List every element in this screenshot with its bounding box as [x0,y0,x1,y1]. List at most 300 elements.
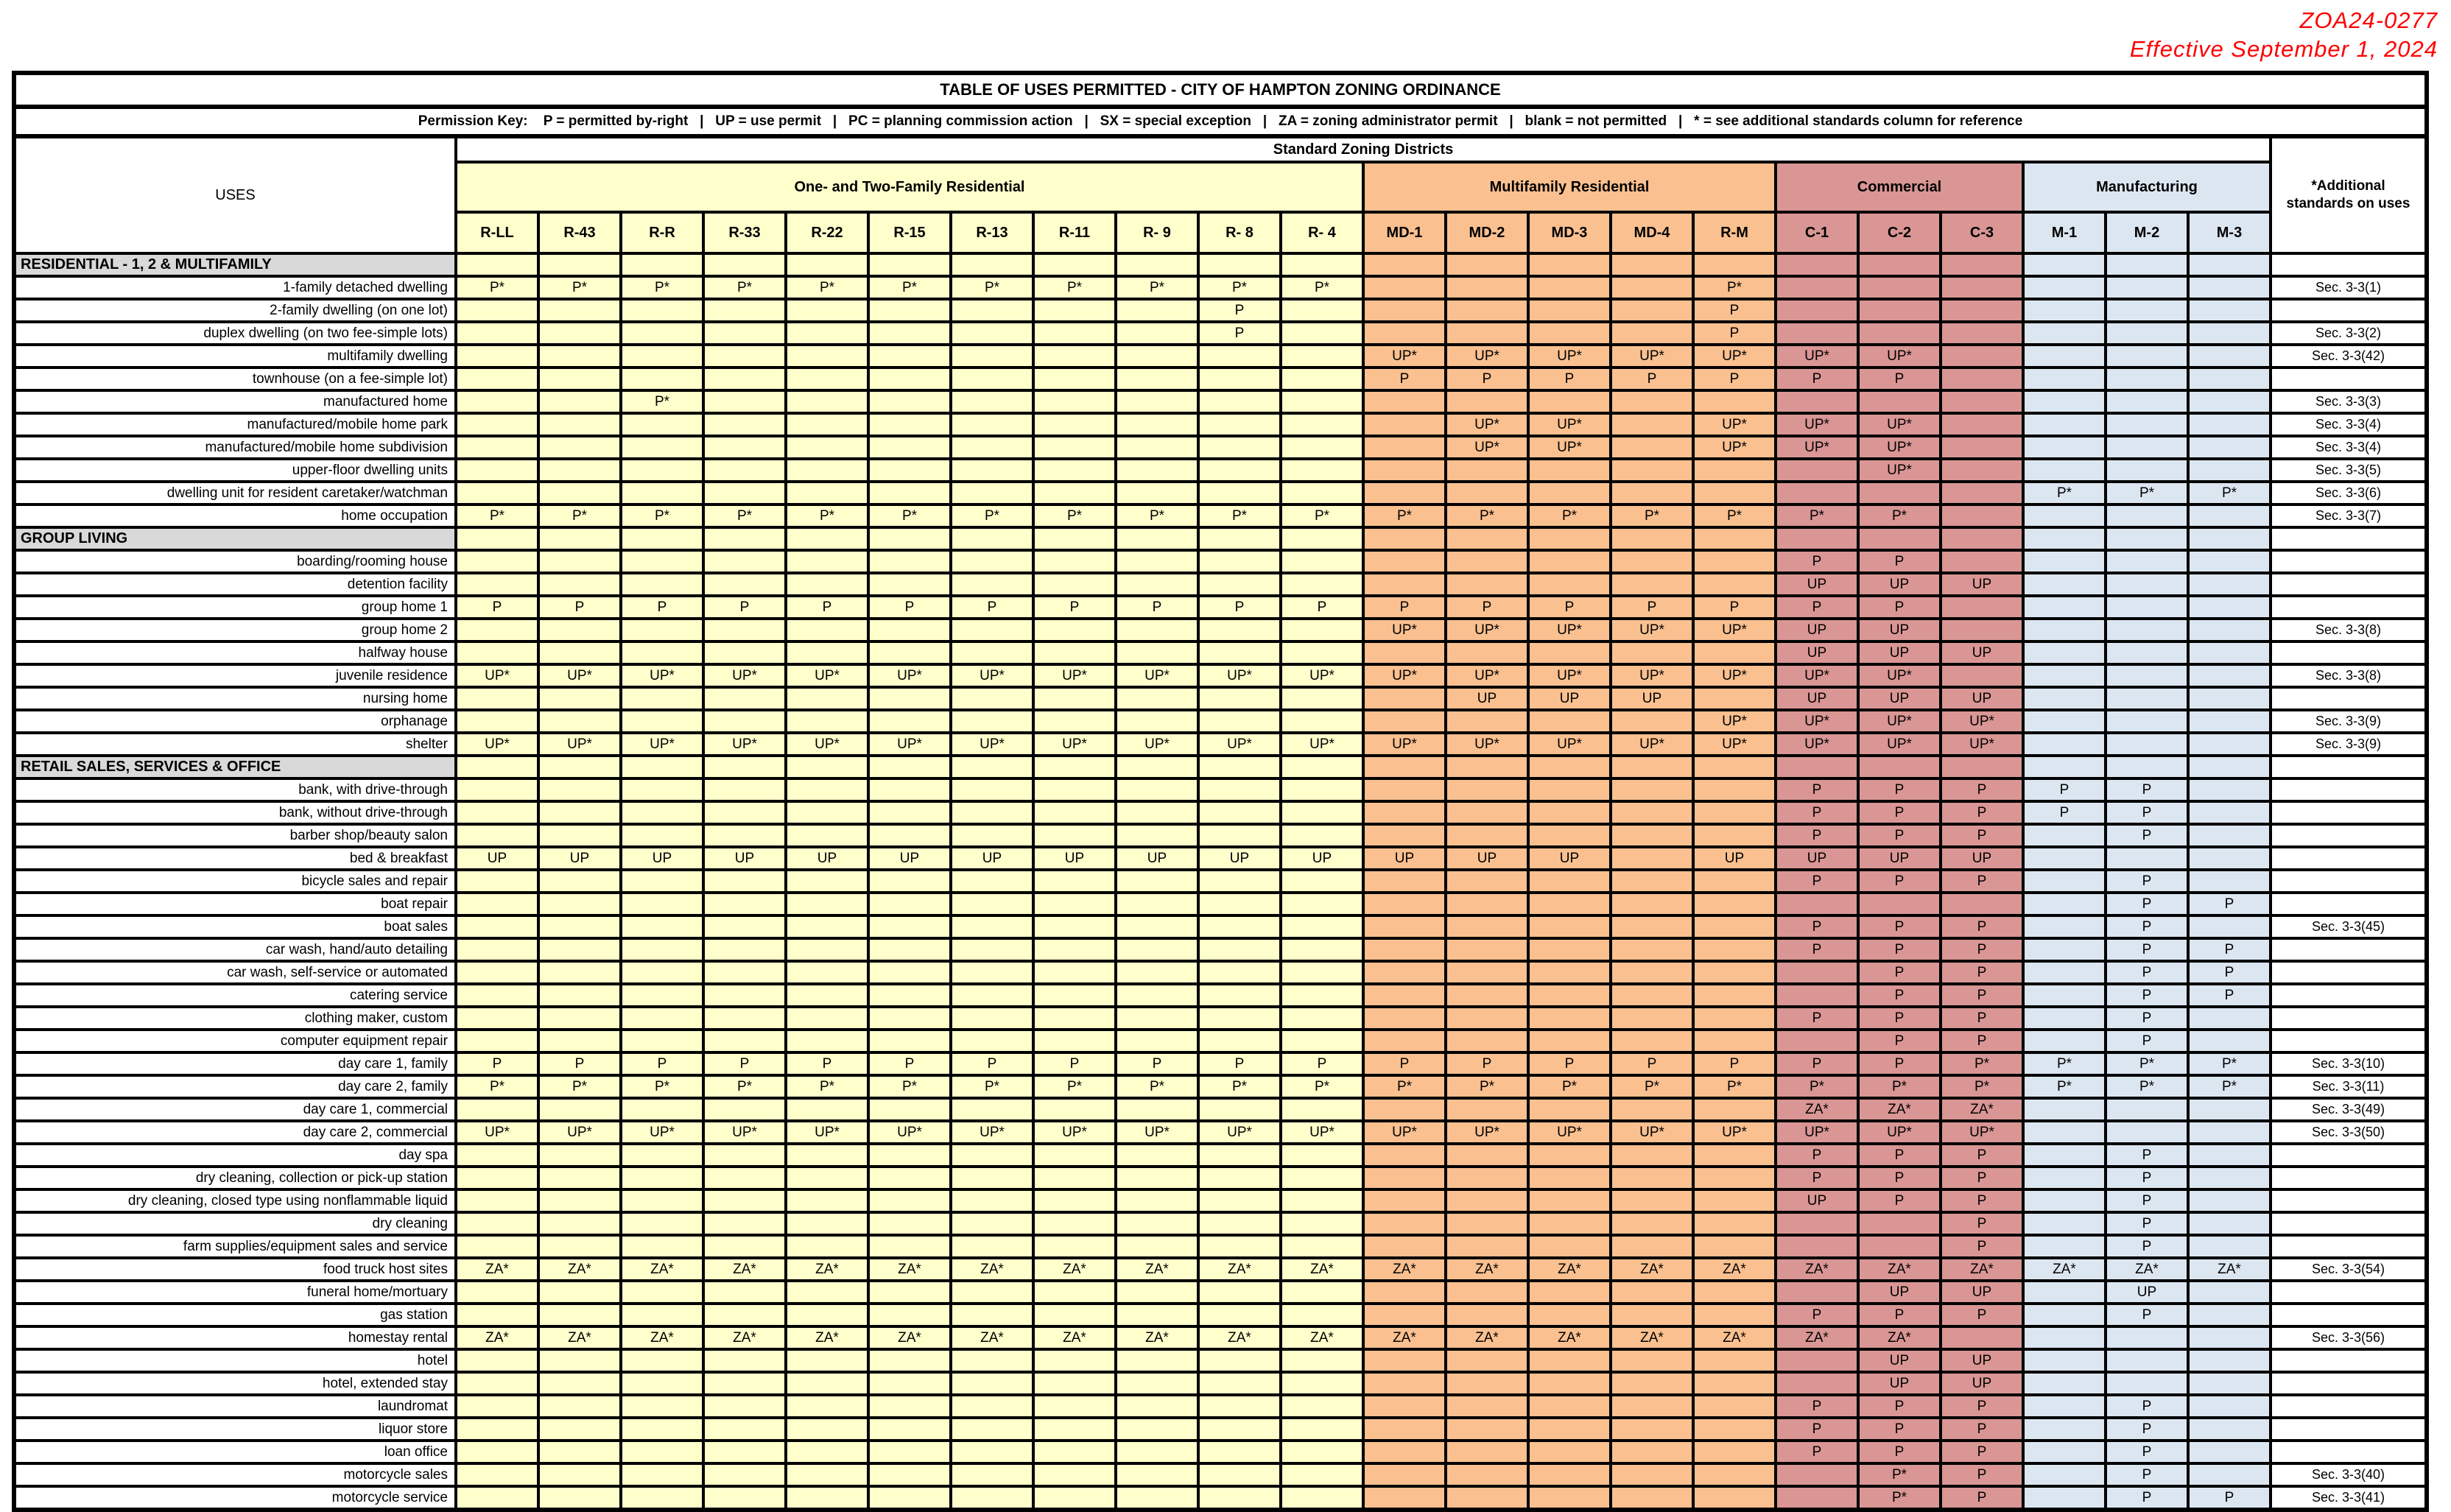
permission-value-cell [621,1189,703,1212]
permission-value-cell [2023,550,2106,573]
permission-value-cell [868,1030,951,1052]
use-row [14,1167,2427,1189]
permission-value-cell [1693,1304,1776,1326]
use-row [14,847,2427,870]
permission-value-cell: ZA* [1198,1258,1281,1281]
permission-value-cell [456,482,538,504]
permission-value-cell [1363,1007,1446,1030]
use-row [14,778,2427,801]
permission-value-cell: P [1446,368,1528,390]
permission-value-cell [703,870,786,893]
permission-value-cell [1528,1098,1611,1121]
permission-value-cell [951,573,1033,596]
permission-value-cell: UP [1528,687,1611,710]
permission-value-cell [1446,390,1528,413]
permission-value-cell: P [1941,1441,2023,1463]
permission-value-cell [1033,1235,1116,1258]
permission-value-cell [538,1144,621,1167]
permission-value-cell [951,390,1033,413]
permission-value-cell: P [786,1052,868,1075]
permission-value-cell [786,573,868,596]
use-row [14,664,2427,687]
permission-value-cell [538,413,621,436]
permission-value-cell [1363,824,1446,847]
permission-value-cell [2188,1304,2271,1326]
additional-standards-cell: Sec. 3-3(9) [2271,733,2427,756]
permission-value-cell [1858,893,1941,915]
permission-value-cell: P* [1033,276,1116,299]
permission-value-cell [1941,482,2023,504]
permission-value-cell [538,1189,621,1212]
additional-standards-cell [2271,778,2427,801]
permission-value-cell [703,1144,786,1167]
permission-value-cell [2188,1212,2271,1235]
permission-value-cell: P [621,1052,703,1075]
additional-standards-cell [2271,1144,2427,1167]
section-divider-cell [1858,527,1941,550]
additional-standards-cell [2271,1372,2427,1395]
use-row [14,299,2427,322]
section-divider-cell [1528,253,1611,276]
permission-value-cell: P* [1116,1075,1198,1098]
use-row [14,984,2427,1007]
permission-value-cell [621,573,703,596]
permission-value-cell [1033,938,1116,961]
permission-value-cell: P [621,596,703,619]
section-divider-cell [2188,527,2271,550]
use-name-cell: farm supplies/equipment sales and service [14,1235,456,1258]
permission-value-cell: P [2106,938,2188,961]
permission-value-cell [703,1441,786,1463]
permission-value-cell: UP* [1693,1121,1776,1144]
permission-value-cell: P [2106,824,2188,847]
permission-value-cell [621,619,703,641]
permission-value-cell [2023,1281,2106,1304]
permission-value-cell [2023,276,2106,299]
permission-value-cell [2188,710,2271,733]
permission-value-cell [703,1372,786,1395]
permission-value-cell [786,1372,868,1395]
use-row [14,801,2427,824]
use-row [14,1098,2427,1121]
permission-value-cell [1611,1395,1693,1418]
permission-value-cell: P* [951,1075,1033,1098]
section-divider-cell [1116,756,1198,778]
permission-value-cell [951,299,1033,322]
permission-value-cell: P [2106,1463,2188,1486]
permission-value-cell: P* [538,1075,621,1098]
use-name-cell: homestay rental [14,1326,456,1349]
permission-value-cell: P* [703,504,786,527]
permission-value-cell [2106,345,2188,368]
permission-value-cell: UP [1198,847,1281,870]
permission-value-cell: UP* [1528,436,1611,459]
permission-value-cell: P [1941,1167,2023,1189]
permission-value-cell [703,368,786,390]
permission-value-cell [1693,1349,1776,1372]
permission-value-cell [621,778,703,801]
permission-value-cell [2188,824,2271,847]
permission-value-cell [1611,1189,1693,1212]
additional-standards-cell [2271,573,2427,596]
permission-value-cell [1198,778,1281,801]
permission-value-cell [1116,870,1198,893]
additional-standards-cell [2271,1235,2427,1258]
permission-value-cell: UP* [1528,345,1611,368]
permission-value-cell: P [1858,1052,1941,1075]
permission-value-cell [1198,1372,1281,1395]
permission-value-cell [1198,641,1281,664]
section-divider-cell [951,253,1033,276]
permission-value-cell [1693,1098,1776,1121]
permission-value-cell [456,1007,538,1030]
permission-value-cell [1033,893,1116,915]
permission-value-cell [621,870,703,893]
permission-value-cell: UP* [1528,619,1611,641]
permission-value-cell: P* [456,504,538,527]
permission-value-cell: P [1941,984,2023,1007]
permission-value-cell [1281,482,1363,504]
permission-value-cell [1446,961,1528,984]
use-name-cell: funeral home/mortuary [14,1281,456,1304]
permission-value-cell [868,1144,951,1167]
permission-value-cell [621,1418,703,1441]
permission-value-cell: P* [1446,1075,1528,1098]
permission-value-cell: P* [1693,504,1776,527]
permission-value-cell [1611,893,1693,915]
additional-standards-cell: Sec. 3-3(50) [2271,1121,2427,1144]
permission-value-cell: UP* [703,733,786,756]
permission-value-cell [868,1212,951,1235]
permission-value-cell: UP [868,847,951,870]
permission-value-cell [621,1463,703,1486]
use-row [14,1007,2427,1030]
permission-value-cell [2188,322,2271,345]
permission-value-cell [1776,961,1858,984]
permission-value-cell [1941,619,2023,641]
permission-value-cell: ZA* [1281,1326,1363,1349]
permission-value-cell [1446,1189,1528,1212]
permission-value-cell [2106,368,2188,390]
permission-value-cell: ZA* [1611,1258,1693,1281]
permission-value-cell: UP* [621,664,703,687]
permission-value-cell: P [1941,1144,2023,1167]
section-divider-cell [456,756,538,778]
additional-standards-cell [2271,893,2427,915]
permission-value-cell: P [538,596,621,619]
permission-value-cell: UP* [1858,436,1941,459]
permission-value-cell [1446,1372,1528,1395]
permission-value-cell [1446,710,1528,733]
permission-value-cell [2188,687,2271,710]
permission-value-cell [1033,482,1116,504]
permission-value-cell [538,1281,621,1304]
use-row [14,368,2427,390]
permission-value-cell: UP* [786,664,868,687]
permission-value-cell: UP* [1528,413,1611,436]
permission-value-cell [456,1304,538,1326]
permission-value-cell: P [1611,596,1693,619]
permission-value-cell [2023,504,2106,527]
page-title: TABLE OF USES PERMITTED - CITY OF HAMPTON ZONING ORDINANCE [14,73,2427,107]
permission-value-cell: P [1858,1167,1941,1189]
permission-value-cell: P [1693,368,1776,390]
permission-value-cell: UP [703,847,786,870]
permission-value-cell: UP* [1446,345,1528,368]
permission-value-cell [2188,915,2271,938]
permission-value-cell [1776,1030,1858,1052]
permission-value-cell: P [1941,961,2023,984]
permission-value-cell [1528,1486,1611,1510]
permission-value-cell [1198,1395,1281,1418]
use-row [14,390,2427,413]
permission-value-cell: P [1528,596,1611,619]
permission-value-cell [786,915,868,938]
permission-value-cell: P [2106,984,2188,1007]
section-divider-cell [2106,527,2188,550]
permission-value-cell [2023,870,2106,893]
permission-value-cell: UP* [1611,1121,1693,1144]
permission-value-cell [456,687,538,710]
permission-value-cell: UP [1858,1372,1941,1395]
use-name-cell: car wash, self-service or automated [14,961,456,984]
permission-value-cell: P [1446,596,1528,619]
permission-value-cell: P [1941,1030,2023,1052]
permission-value-cell [1116,1395,1198,1418]
permission-value-cell [1198,710,1281,733]
permission-value-cell [951,1418,1033,1441]
use-name-cell: nursing home [14,687,456,710]
permission-value-cell [1941,322,2023,345]
permission-value-cell [868,1235,951,1258]
permission-value-cell [1693,1441,1776,1463]
permission-value-cell: ZA* [1528,1258,1611,1281]
permission-value-cell [1281,459,1363,482]
use-row [14,870,2427,893]
permission-value-cell [1198,801,1281,824]
permission-value-cell: P [1941,1235,2023,1258]
permission-value-cell [621,1304,703,1326]
permission-value-cell: UP* [703,1121,786,1144]
permission-value-cell: ZA* [1776,1326,1858,1349]
permission-value-cell [1611,961,1693,984]
permission-value-cell [868,1463,951,1486]
permission-value-cell [1116,938,1198,961]
permission-value-cell [621,1235,703,1258]
permission-value-cell [538,459,621,482]
permission-value-cell [1611,801,1693,824]
permission-value-cell [786,824,868,847]
permission-value-cell [1281,938,1363,961]
permission-value-cell [1693,1395,1776,1418]
permission-value-cell [1198,938,1281,961]
permission-value-cell [786,801,868,824]
permission-value-cell [868,938,951,961]
permission-value-cell [1363,299,1446,322]
permission-value-cell [1363,1281,1446,1304]
permission-value-cell: P [1858,596,1941,619]
permission-value-cell [1611,1372,1693,1395]
permission-value-cell: UP* [1858,345,1941,368]
permission-value-cell [1363,893,1446,915]
permission-value-cell [1281,1463,1363,1486]
permission-value-cell: P [1776,915,1858,938]
permission-value-cell: P* [1528,1075,1611,1098]
use-name-cell: day care 1, commercial [14,1098,456,1121]
permission-value-cell [1776,1463,1858,1486]
permission-value-cell [1281,1486,1363,1510]
permission-value-cell [1281,368,1363,390]
permission-value-cell: UP* [621,733,703,756]
permission-value-cell: P* [1611,504,1693,527]
permission-value-cell: P [1693,596,1776,619]
permission-value-cell [1363,413,1446,436]
permission-value-cell: P* [1033,1075,1116,1098]
permission-value-cell [2023,1144,2106,1167]
permission-value-cell [1281,299,1363,322]
use-row [14,436,2427,459]
permission-value-cell: ZA* [1528,1326,1611,1349]
permission-value-cell [786,687,868,710]
section-divider-cell [786,527,868,550]
permission-value-cell: ZA* [868,1326,951,1349]
permission-value-cell [951,322,1033,345]
use-row [14,733,2427,756]
permission-value-cell [1611,938,1693,961]
permission-value-cell: UP* [951,1121,1033,1144]
permission-value-cell [951,619,1033,641]
permission-value-cell [1528,938,1611,961]
permission-value-cell [1528,1441,1611,1463]
permission-value-cell [538,482,621,504]
use-row [14,1235,2427,1258]
permission-value-cell [1281,619,1363,641]
permission-value-cell: P* [1198,504,1281,527]
permission-value-cell [951,482,1033,504]
permission-value-cell: UP [1941,1372,2023,1395]
permission-value-cell [1198,413,1281,436]
section-divider-cell [1693,756,1776,778]
permission-value-cell [2188,1121,2271,1144]
permission-value-cell [538,778,621,801]
use-name-cell: group home 1 [14,596,456,619]
permission-value-cell [538,1441,621,1463]
permission-value-cell [1281,1030,1363,1052]
permission-value-cell [1116,550,1198,573]
permission-value-cell: UP [1858,847,1941,870]
permission-value-cell: P [1528,1052,1611,1075]
permission-value-cell [1528,390,1611,413]
permission-value-cell: UP* [1776,413,1858,436]
permission-value-cell [621,1098,703,1121]
permission-value-cell: UP* [1116,1121,1198,1144]
section-divider-cell [1033,756,1116,778]
use-row [14,1326,2427,1349]
permission-value-cell: P* [868,1075,951,1098]
permission-value-cell [1363,984,1446,1007]
permission-value-cell [951,1167,1033,1189]
additional-standards-cell [2271,938,2427,961]
permission-value-cell [868,299,951,322]
permission-value-cell [703,1212,786,1235]
permission-value-cell: ZA* [1446,1326,1528,1349]
permission-value-cell: P [1776,1167,1858,1189]
permission-value-cell [456,1486,538,1510]
permission-value-cell [1776,1349,1858,1372]
permission-value-cell: UP [1858,687,1941,710]
additional-standards-cell: Sec. 3-3(11) [2271,1075,2427,1098]
permission-value-cell [2188,1144,2271,1167]
permission-value-cell [621,1395,703,1418]
permission-value-cell [868,824,951,847]
permission-value-cell [621,436,703,459]
permission-value-cell: P* [1858,504,1941,527]
permission-value-cell: UP* [1776,733,1858,756]
permission-value-cell: ZA* [1033,1258,1116,1281]
additional-standards-cell [2271,824,2427,847]
permission-value-cell: UP* [868,664,951,687]
permission-value-cell [2106,1121,2188,1144]
permission-value-cell [703,915,786,938]
permission-value-cell: ZA* [1611,1326,1693,1349]
permission-value-cell [1446,573,1528,596]
permission-value-cell [1528,984,1611,1007]
permission-value-cell [1528,641,1611,664]
permission-value-cell: UP [1941,641,2023,664]
section-divider-cell [2023,756,2106,778]
permission-value-cell [1116,436,1198,459]
permission-value-cell: P [1776,801,1858,824]
permission-value-cell [1281,1441,1363,1463]
section-divider-cell [1198,756,1281,778]
permission-value-cell: UP* [1528,733,1611,756]
permission-value-cell [786,299,868,322]
permission-value-cell [1528,1167,1611,1189]
permission-value-cell [1281,1144,1363,1167]
permission-value-cell [786,1098,868,1121]
permission-value-cell [786,893,868,915]
additional-standards-cell [2271,368,2427,390]
section-divider-cell [2271,253,2427,276]
permission-value-cell [2023,984,2106,1007]
permission-value-cell [2106,596,2188,619]
permission-value-cell [1033,1189,1116,1212]
permission-value-cell [1033,801,1116,824]
permission-value-cell [1281,322,1363,345]
permission-value-cell [1363,1189,1446,1212]
permission-value-cell: P [1198,1052,1281,1075]
permission-value-cell: UP* [1693,733,1776,756]
permission-value-cell [868,413,951,436]
permission-value-cell [1281,1304,1363,1326]
permission-value-cell [1281,1212,1363,1235]
permission-value-cell [1693,641,1776,664]
section-divider-cell [1858,253,1941,276]
permission-value-cell: P* [1693,1075,1776,1098]
permission-value-cell [1116,1349,1198,1372]
permission-value-cell: P [1116,596,1198,619]
permission-value-cell [456,1349,538,1372]
permission-value-cell: P [1776,1144,1858,1167]
additional-standards-cell [2271,1395,2427,1418]
permission-value-cell [1116,1144,1198,1167]
permission-value-cell [1033,824,1116,847]
permission-value-cell [456,870,538,893]
permission-value-cell [2106,710,2188,733]
permission-value-cell: ZA* [1941,1258,2023,1281]
permission-value-cell [951,641,1033,664]
permission-value-cell: P [1116,1052,1198,1075]
